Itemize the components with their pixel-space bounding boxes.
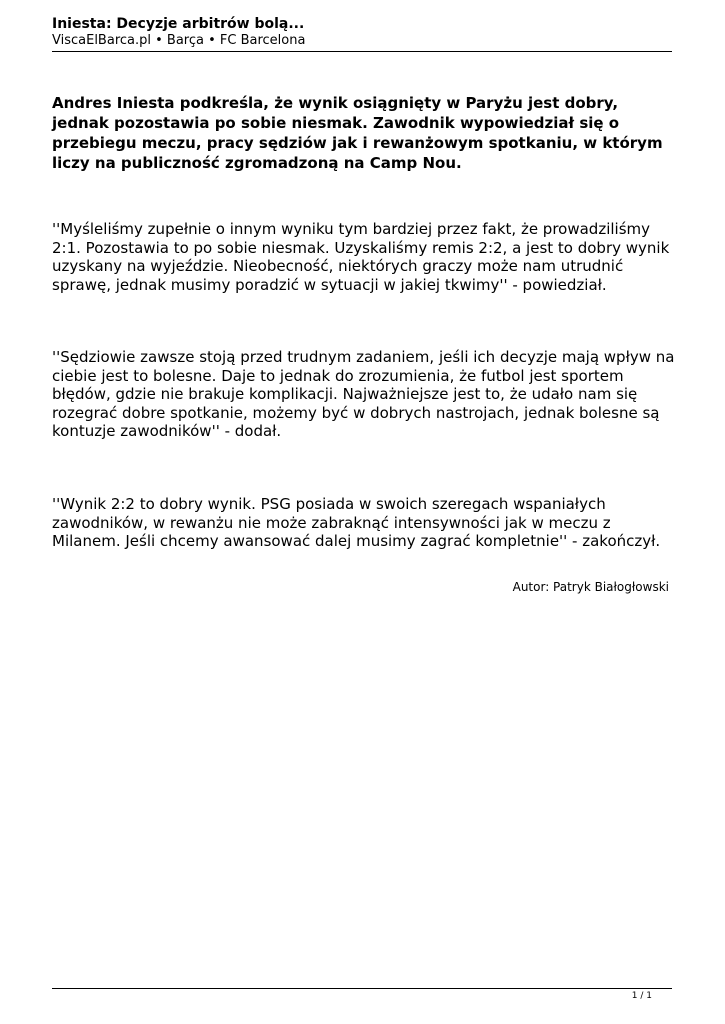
header-divider — [52, 51, 672, 52]
article-title: Iniesta: Decyzje arbitrów bolą... — [52, 16, 305, 32]
page-number: 1 / 1 — [631, 991, 652, 1001]
article-paragraph-2: ''Sędziowie zawsze stoją przed trudnym zadaniem, jeśli ich decyzje mają wpływ na ciebie jest to bolesne. Daje to jednak do zrozumienia, że futbol jest sportem błędów, gdzie nie brakuje komplikacji. Najważniejsze jest to, że udało nam się rozegrać dobre spotkanie, możemy być w dobrych nastrojach, jednak bolesne są kontuzje zawodników'' - dodał. — [52, 348, 675, 440]
document-header — [52, 15, 672, 49]
article-author: Autor: Patryk Białogłowski — [512, 580, 669, 594]
article-source: ViscaElBarca.pl • Barça • FC Barcelona — [52, 33, 306, 48]
article-lead: Andres Iniesta podkreśla, że wynik osiągnięty w Paryżu jest dobry, jednak pozostawia po sobie niesmak. Zawodnik wypowiedział się o przebiegu meczu, pracy sędziów jak i rewanżowym spotkaniu, w którym liczy na publiczność zgromadzoną na Camp Nou. — [52, 94, 663, 172]
article-paragraph-1: ''Myśleliśmy zupełnie o innym wyniku tym bardziej przez fakt, że prowadziliśmy 2:1. Pozostawia to po sobie niesmak. Uzyskaliśmy remis 2:2, a jest to dobry wynik uzyskany na wyjeździe. Nieobecność, niektórych graczy może nam utrudnić sprawę, jednak musimy poradzić w sytuacji w jakiej tkwimy'' - powiedział. — [52, 220, 670, 294]
article-paragraph-3: ''Wynik 2:2 to dobry wynik. PSG posiada w swoich szeregach wspaniałych zawodników, w rewanżu nie może zabraknąć intensywności jak w meczu z Milanem. Jeśli chcemy awansować dalej musimy zagrać kompletnie'' - zakończył. — [52, 495, 661, 550]
footer-divider — [52, 988, 672, 989]
